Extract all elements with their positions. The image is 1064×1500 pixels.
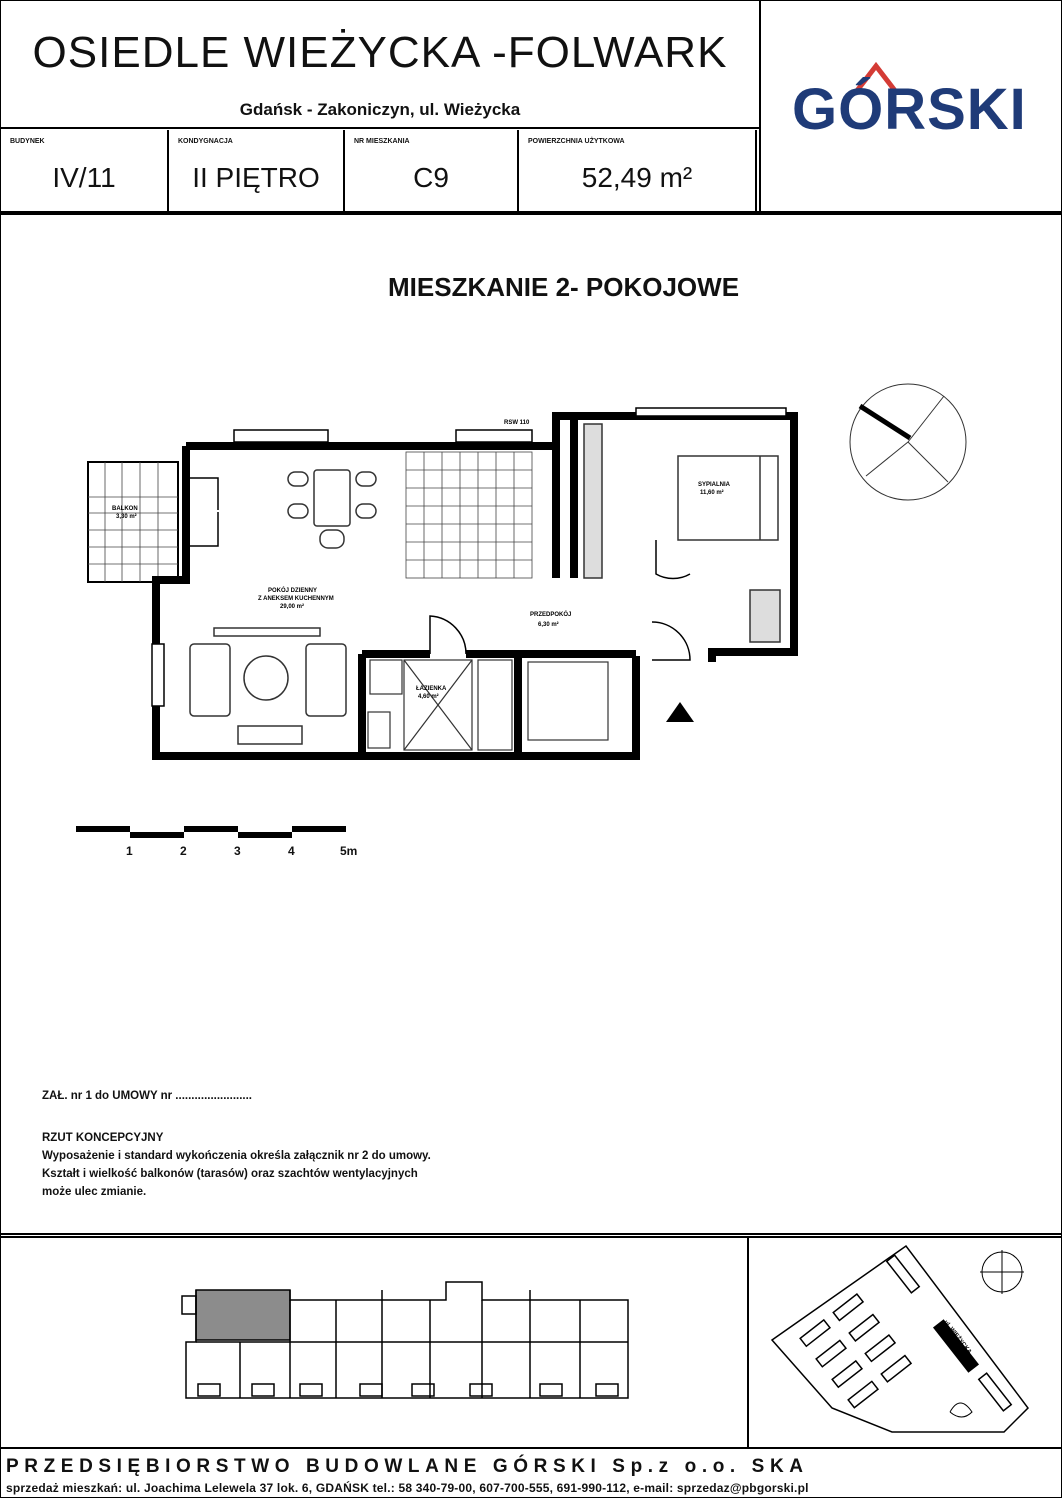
scale-label-1: 1 [126, 844, 133, 858]
scale-label-2: 2 [180, 844, 187, 858]
bedroom-label: SYPIALNIA [698, 482, 731, 488]
compass-icon [850, 384, 966, 500]
apartment-number-value: C9 [413, 162, 449, 193]
site-map [772, 1246, 1028, 1432]
bath-label: ŁAZIENKA [416, 686, 447, 692]
contact-info: sprzedaż mieszkań: ul. Joachima Lelewela 37 lok. 6, GDAŃSK tel.: 58 340-79-00, 607-700-555, 691-990-112, e-mail: sprzedaz@pbgorski.pl [6, 1481, 809, 1495]
scale-label-3: 3 [234, 844, 241, 858]
floor-plan [88, 408, 794, 756]
hall-label: PRZEDPOKÓJ [530, 612, 572, 618]
concept-plan-title: RZUT KONCEPCYJNY [42, 1132, 164, 1144]
balcony-area: 3,30 m² [116, 514, 137, 520]
living-label: POKÓJ DZIENNY [268, 588, 318, 594]
company-name: PRZEDSIĘBIORSTWO BUDOWLANE GÓRSKI Sp.z o.o. SKA [6, 1456, 809, 1477]
building-label: BUDYNEK [10, 138, 45, 145]
area-label: POWIERZCHNIA UŻYTKOWA [528, 138, 625, 145]
window-tag: RSW 110 [504, 420, 530, 426]
living-area: 29,00 m² [280, 604, 305, 610]
floor-label: KONDYGNACJA [178, 138, 233, 145]
balcony-label: BALKON [112, 506, 138, 512]
area-value: 52,49 m² [581, 162, 693, 193]
living-label-2: Z ANEKSEM KUCHENNYM [258, 596, 334, 602]
apartment-number-label: NR MIESZKANIA [354, 138, 410, 145]
key-plan [182, 1282, 628, 1398]
company-logo: GÓRSKI [792, 77, 1027, 142]
plan-heading: MIESZKANIE 2- POKOJOWE [388, 272, 740, 302]
scale-label-5: 5m [340, 844, 358, 858]
project-title: OSIEDLE WIEŻYCKA -FOLWARK [32, 28, 728, 77]
project-address: Gdańsk - Zakoniczyn, ul. Wieżycka [239, 100, 521, 119]
hall-area: 6,30 m² [538, 622, 559, 628]
building-value: IV/11 [52, 162, 116, 193]
note-line-2: Kształt i wielkość balkonów (tarasów) oraz szachtów wentylacyjnych [42, 1168, 418, 1180]
note-line-3: może ulec zmianie. [42, 1186, 147, 1198]
bedroom-area: 11,60 m² [700, 490, 724, 496]
contract-annex: ZAŁ. nr 1 do UMOWY nr ........................ [42, 1090, 252, 1102]
note-line-1: Wyposażenie i standard wykończenia określa załącznik nr 2 do umowy. [42, 1150, 431, 1162]
scale-bar [76, 829, 346, 835]
floor-value: II PIĘTRO [192, 162, 320, 193]
street-label: ul. WIEŻYCKA [942, 1319, 973, 1356]
bath-area: 4,60 m² [418, 694, 439, 700]
scale-label-4: 4 [288, 844, 295, 858]
balcony-tiles [88, 462, 178, 582]
